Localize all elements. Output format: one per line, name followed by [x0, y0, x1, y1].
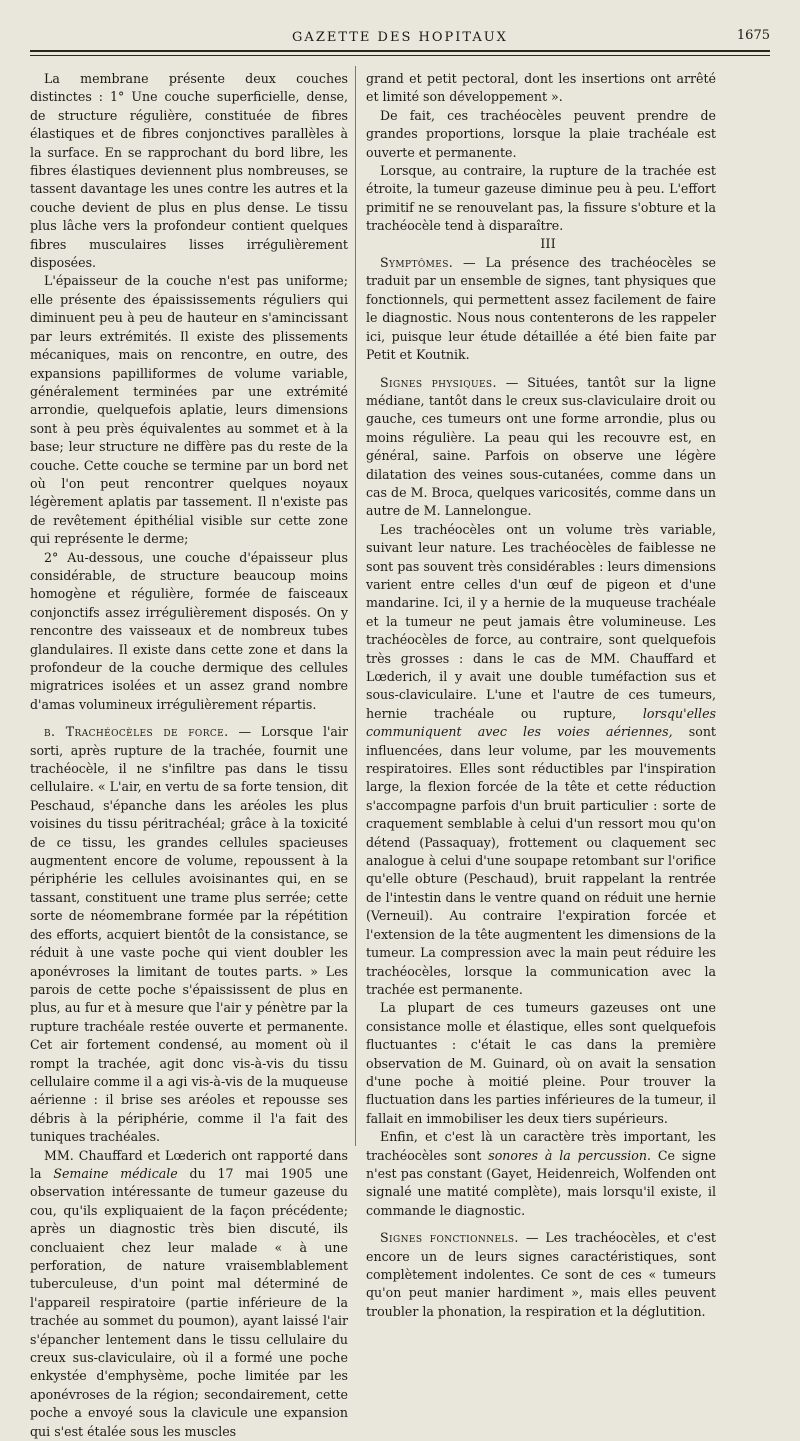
subheading: Symptômes. — [380, 255, 454, 271]
paragraph — [30, 1147, 348, 1441]
paragraph-text: Les trachéocèles ont un volume très variable, suivant leur nature. Les trachéocèles de faiblesse ne sont pas souvent très considérables : leurs dimensions varient entre celles d'un œuf de pigeon et d'une mandarine. Ici, il y a hernie de la muqueuse trachéale et la tumeur ne peut jamais être volumineuse. Les trachéocèles de force, au contraire, sont quelquefois très grosses : dans le cas de MM. Chauffard et Lœderich, il y avait une double tuméfaction sus et sous-claviculaire. L'une et l'autre de ces tumeurs, hernie trachéale ou rupture, — [366, 521, 716, 721]
subheading: Signes physiques. — [380, 374, 497, 390]
paragraph — [366, 254, 716, 364]
paragraph-text: — Lorsque l'air sorti, après rupture de la trachée, fournit une trachéocèle, il ne s'infiltre pas dans le tissu cellulaire. « L'air, en vertu de sa forte tension, dit Peschaud, s'épanche dans les aréoles les plus voisines du tissu péritrachéal; grâce à la toxicité de ce tissu, les grandes cellules spacieuses augmentent encore de volume, repoussent à la périphérie les cellules avoisinantes qui, en se tassant, constituent une trame plus serrée; cette sorte de néomembrane formée par la répétition des efforts, acquiert bientôt de la consistance, se réduit à une vaste poche qui vient doubler les aponévroses la limitant de toutes parts. » Les parois de cette poche s'épaississent de plus en plus, au fur et à mesure que l'air y pénètre par la rupture trachéale restée ouverte et permanente. Cet air fortement condensé, au moment où il rompt la trachée, agit donc vis-à-vis du tissu cellulaire comme il a agi vis-à-vis de la muqueuse aérienne : il brise ses aréoles et repousse ses débris à la périphérie, comme il l'a fait des tuniques trachéales. — [30, 724, 348, 1145]
paragraph-text: MM. Chauffard et Lœderich ont rapporté dans la — [30, 1147, 348, 1181]
journal-title: GAZETTE DES HOPITAUX — [292, 30, 508, 45]
paragraph: La plupart de ces tumeurs gazeuses ont une consistance molle et élastique, elles sont quelquefois fluctuantes : c'était le cas dans la première observation de M. Guinard, où on avait la sensation d'une poche à moitié pleine. Pour trouver la fluctuation dans les parties inférieures de la tumeur, il fallait en immobiliser les deux tiers supérieurs. — [366, 1000, 716, 1126]
italic-phrase: lorsqu'elles communiquent avec les voies aériennes, — [366, 705, 716, 740]
paragraph: L'épaisseur de la couche n'est pas uniforme; elle présente des épaississements réguliers qui diminuent peu à peu de hauteur en s'amincissant par leurs extrémités. Il existe des plissements mécaniques, mais on rencontre, en outre, des expansions papilliformes de volume variable, généralement terminées par une extrémité arrondie, quelquefois aplatie, leurs dimensions sont à peu près équivalentes au sommet et à la base; leur structure ne diffère pas du reste de la couche. Cette couche se termine par un bord net où l'on peut rencontrer quelques noyaux légèrement aplatis par tassement. Il n'existe pas de revêtement épithélial visible sur cette zone qui représente le derme; — [30, 273, 348, 547]
italic-phrase: sonores à la percussion. — [488, 1147, 651, 1163]
paragraph — [30, 723, 348, 1146]
paragraph-text: sont influencées, dans leur volume, par les mouvements respiratoires. Elles sont réductibles par l'inspiration large, la flexion forcée de la tête et cette réduction s'accompagne parfois d'un bruit particulier : sorte de craquement semblable à celui d'un ressort mou qu'on détend (Passaquay), frottement ou claquement sec analogue à celui d'une soupape retombant sur l'orifice qu'elle obture (Peschaud), bruit rappelant la rentrée de l'intestin dans le ventre quand on réduit une hernie (Verneuil). Au contraire l'expiration forcée et l'extension de la tête augmentent les dimensions de la tumeur. La compression avec la main peut réduire les trachéocèles, lorsque la communication avec la trachée est permanente. — [366, 724, 716, 997]
subheading: Signes fonctionnels. — [380, 1230, 519, 1246]
section-number: III — [540, 236, 556, 252]
paragraph — [366, 374, 716, 521]
subheading: b. Trachéocèles de force. — [44, 724, 229, 740]
paragraph-text: du 17 mai 1905 une observation intéressante de tumeur gazeuse du cou, qu'ils expliquaient de la façon précédente; après un diagnostic très bien discuté, ils concluaient chez leur malade « à une perforation, de nature vraisemblablement tuberculeuse, d'un point mal déterminé de l'appareil respiratoire (partie inférieure de la trachée au sommet du poumon), ayant laissé l'air s'épancher lentement dans le tissu cellulaire du creux sus-claviculaire, où il a formé une poche enkystée d'emphysème, poche limitée par les aponévroses de la région; secondairement, cette poche a envoyé sous la clavicule une expansion qui s'est étalée sous les muscles — [30, 1165, 348, 1439]
page-number: 1675 — [736, 28, 770, 43]
right-column — [366, 70, 716, 1321]
paragraph: De fait, ces trachéocèles peuvent prendre de grandes proportions, lorsque la plaie trachéale est ouverte et permanente. — [366, 107, 716, 160]
paragraph — [366, 521, 716, 1000]
paragraph-text: — Situées, tantôt sur la ligne médiane, tantôt dans le creux sus-claviculaire droit ou gauche, ces tumeurs ont une forme arrondie, plus ou moins régulière. La peau qui les recouvre est, en général, saine. Parfois on observe une légère dilatation des veines sous-cutanées, comme dans un cas de M. Broca, quelques varicosités, comme dans un autre de M. Lannelongue. — [366, 374, 716, 519]
paragraph — [366, 1229, 716, 1321]
paragraph: grand et petit pectoral, dont les insertions ont arrêté et limité son développement ». — [366, 71, 716, 105]
paragraph: La membrane présente deux couches distinctes : 1° Une couche superficielle, dense, de structure régulière, constituée de fibres élastiques et de fibres conjonctives parallèles à la surface. En se rapprochant du bord libre, les fibres élastiques deviennent plus nombreuses, se tassent davantage les unes contre les autres et la couche devient de plus en plus dense. Le tissu plus lâche vers la profondeur contient quelques fibres musculaires lisses irrégulièrement disposées. — [30, 71, 348, 271]
paragraph — [366, 1128, 716, 1220]
journal-name: Semaine médicale — [53, 1165, 178, 1181]
paragraph-text: — La présence des trachéocèles se traduit par un ensemble de signes, tant physiques que fonctionnels, qui permettent assez facilement de faire le diagnostic. Nous nous contenterons de les rappeler ici, puisque leur étude détaillée a été bien faite par Petit et Koutnik. — [366, 255, 716, 363]
column-divider — [355, 66, 356, 1146]
paragraph-text: Ce signe n'est pas constant (Gayet, Heidenreich, Wolfenden ont signalé une matité complète), mais lorsqu'il existe, il commande le diagnostic. — [366, 1147, 716, 1218]
header-rule-thick — [30, 50, 770, 52]
left-column — [30, 70, 348, 1441]
paragraph-text: — Les trachéocèles, et c'est encore un de leurs signes caractéristiques, sont complètement indolentes. Ce sont de ces « tumeurs qu'on peut manier hardiment », mais elles peuvent troubler la phonation, la respiration et la déglutition. — [366, 1230, 716, 1319]
header-rule-thin — [30, 55, 770, 56]
paragraph: 2° Au-dessous, une couche d'épaisseur plus considérable, de structure beaucoup moins homogène et régulière, formée de faisceaux conjonctifs assez irrégulièrement disposés. On y rencontre des vaisseaux et de nombreux tubes glandulaires. Il existe dans cette zone et dans la profondeur de la couche dermique des cellules migratrices isolées et un assez grand nombre d'amas volumineux irrégulièrement répartis. — [30, 549, 348, 712]
paragraph-text: Enfin, et c'est là un caractère très important, les trachéocèles sont — [366, 1129, 716, 1163]
paragraph: Lorsque, au contraire, la rupture de la trachée est étroite, la tumeur gazeuse diminue peu à peu. L'effort primitif ne se renouvelant pas, la fissure s'obture et la trachéocèle tend à disparaître. — [366, 163, 716, 234]
